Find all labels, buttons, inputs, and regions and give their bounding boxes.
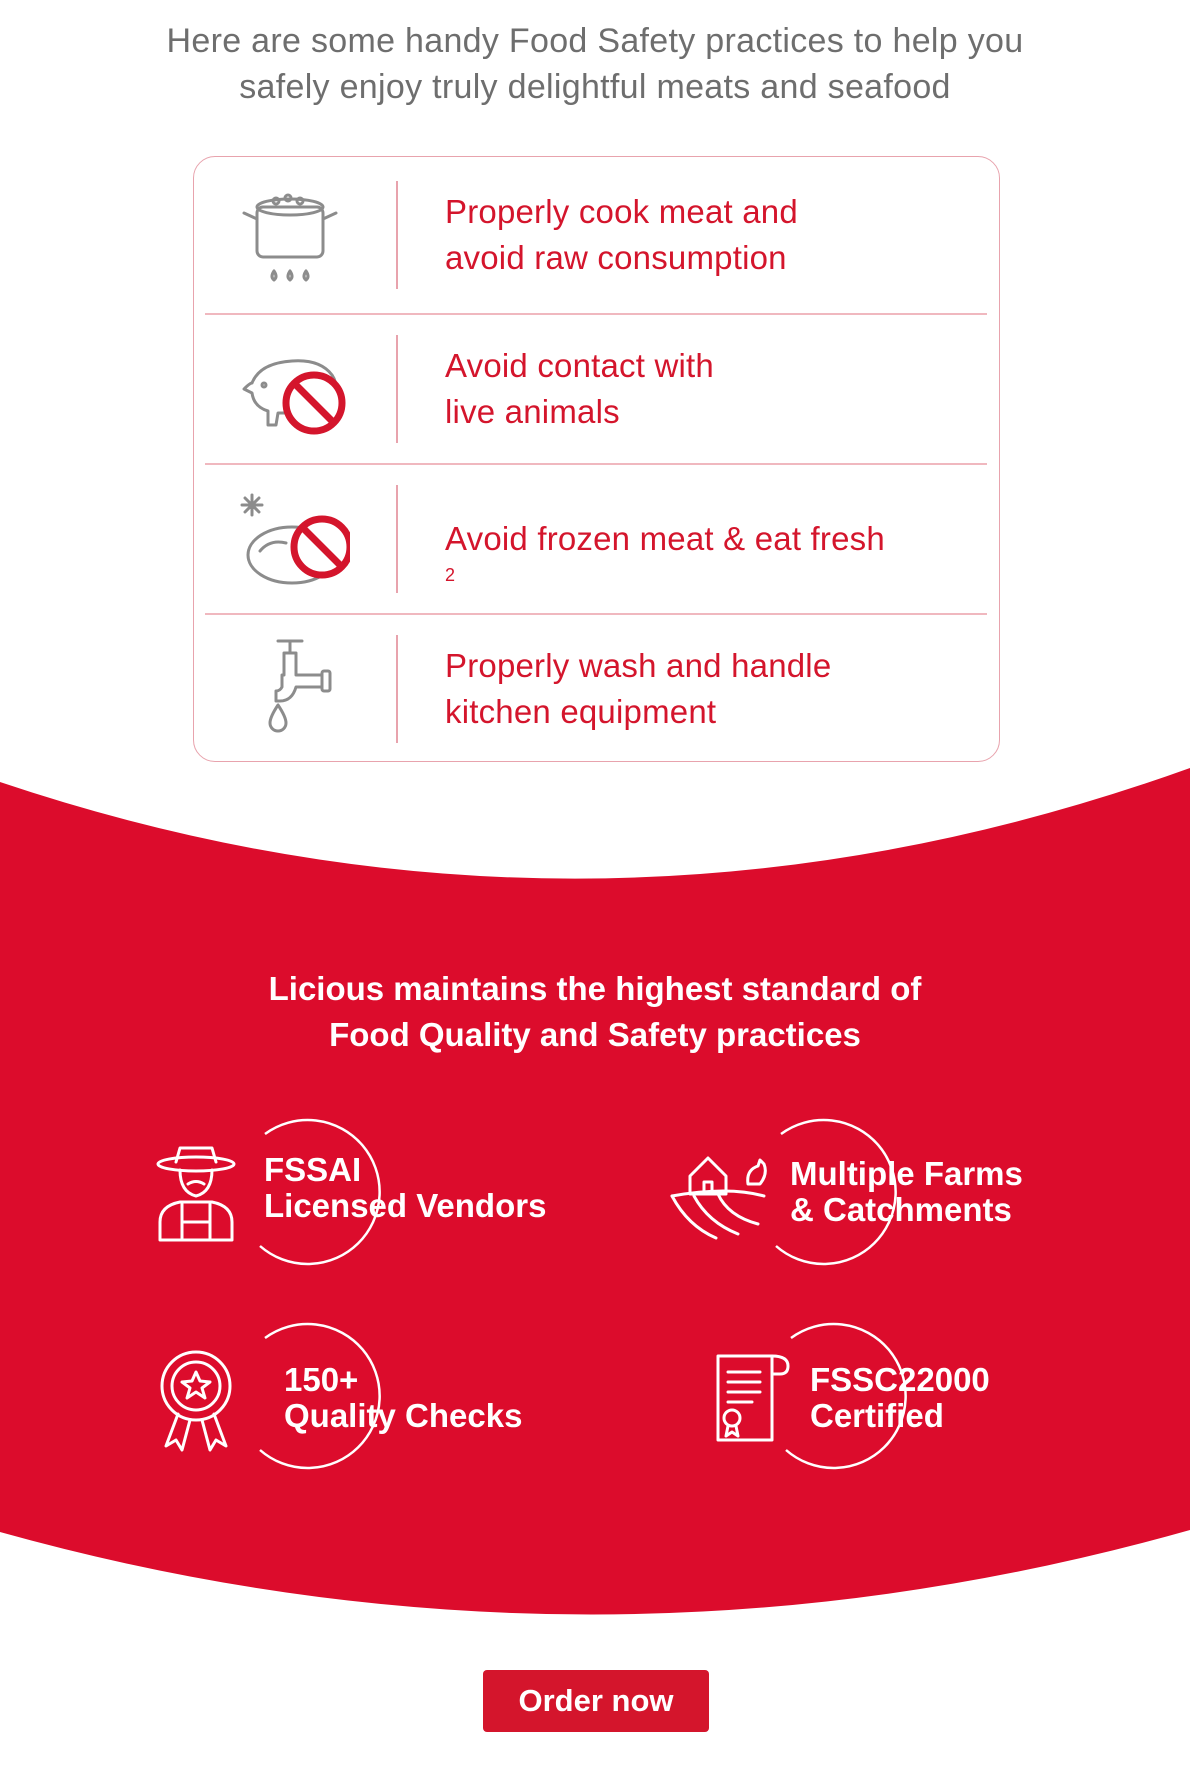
feature-text-farms: Multiple Farms & Catchments (790, 1155, 1023, 1228)
row-separator (205, 313, 987, 315)
water-tap-icon (230, 635, 350, 745)
intro-line-1: Here are some handy Food Safety practices to help you (166, 22, 1024, 60)
feature-fssai (150, 1116, 570, 1266)
practice-text-frozen: Avoid frozen meat & eat fresh $^2$ (445, 520, 885, 585)
row-divider (396, 335, 398, 443)
row-divider (396, 635, 398, 743)
practice-row-frozen (205, 485, 987, 595)
band-heading: Licious maintains the highest standard of Food Quality and Safety practices (268, 970, 922, 1053)
award-ribbon-icon (158, 1348, 234, 1452)
intro-text (0, 18, 1190, 110)
order-now-button[interactable]: Order now (483, 1670, 709, 1732)
practice-row-animals (205, 335, 987, 445)
practice-text-cook: Properly cook meat and avoid raw consumption (445, 193, 798, 276)
feature-quality-checks (150, 1320, 570, 1470)
cooking-pot-icon (230, 181, 350, 291)
practice-row-cook (205, 181, 987, 291)
farm-icon (668, 1146, 778, 1242)
farmer-icon (154, 1144, 238, 1244)
practice-text-animals: Avoid contact with live animals (445, 347, 714, 430)
food-safety-practices-card (193, 156, 1000, 762)
practice-row-wash (205, 635, 987, 745)
practice-text-wash: Properly wash and handle kitchen equipment (445, 647, 832, 730)
row-divider (396, 181, 398, 289)
feature-text-fssai: FSSAI Licensed Vendors (264, 1151, 547, 1224)
no-live-animals-icon (230, 335, 350, 445)
row-divider (396, 485, 398, 593)
footnote-marker: 2 (445, 565, 456, 585)
feature-text-fssc-certified: FSSC22000 Certified (810, 1361, 990, 1434)
row-separator (205, 463, 987, 465)
certificate-icon (712, 1350, 792, 1444)
feature-fssc-certified (686, 1320, 1066, 1470)
intro-line-2: safely enjoy truly delightful meats and seafood (239, 68, 951, 106)
no-frozen-meat-icon (230, 485, 350, 595)
feature-farms (666, 1116, 1066, 1266)
feature-text-quality-checks: 150+ Quality Checks (284, 1361, 523, 1434)
row-separator (205, 613, 987, 615)
